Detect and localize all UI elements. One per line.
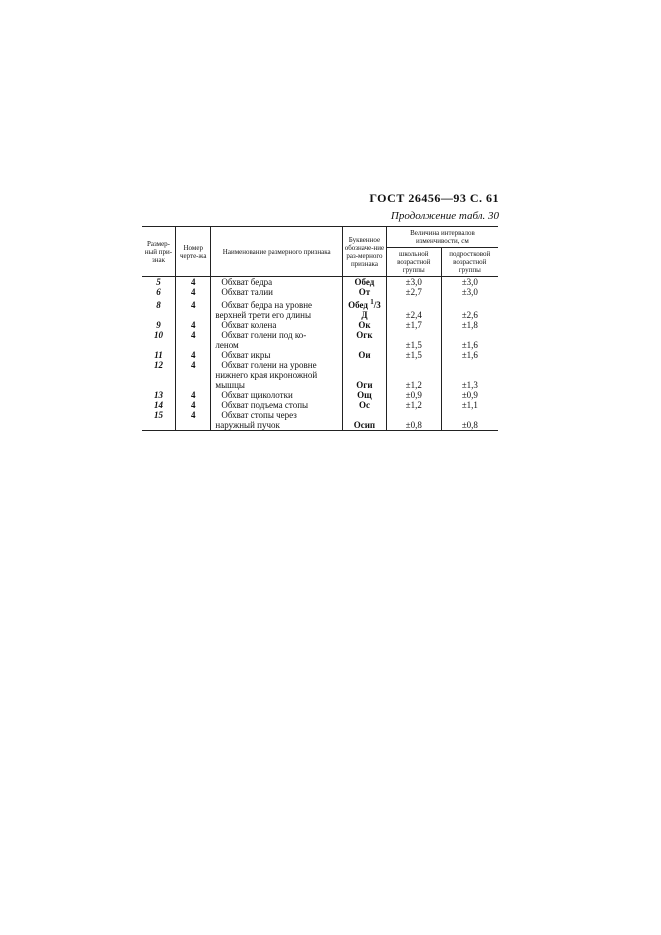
cell-name: Обхват колена: [211, 320, 343, 330]
table-row: [142, 297, 498, 310]
cell-num: 12: [142, 360, 176, 370]
cell-drawing: 4: [176, 400, 211, 410]
cell-teen: ±1,6: [441, 340, 498, 350]
cell-drawing: 4: [176, 390, 211, 400]
table-row: [142, 410, 498, 420]
cell-teen: ±3,0: [441, 287, 498, 297]
cell-num: 14: [142, 400, 176, 410]
cell-school: ±2,4: [386, 310, 441, 320]
cell-school: ±0,9: [386, 390, 441, 400]
cell-name: Обхват талии: [211, 287, 343, 297]
table-row: [142, 330, 498, 340]
cell-abbr: Ок: [343, 320, 387, 330]
col-header-num: Размер-ный при-знак: [142, 227, 176, 277]
cell-drawing: 4: [176, 360, 211, 370]
cell-abbr: [343, 297, 387, 310]
cell-num: 9: [142, 320, 176, 330]
cell-abbr: Осип: [343, 420, 387, 431]
cell-teen: ±1,3: [441, 380, 498, 390]
cell-teen: ±3,0: [441, 277, 498, 288]
cell-name: Обхват голени под ко-: [211, 330, 343, 340]
cell-abbr: Ощ: [343, 390, 387, 400]
cell-name-cont: леном: [211, 340, 343, 350]
cell-num: 8: [142, 297, 176, 310]
cell-name-cont: мышцы: [211, 380, 343, 390]
cell-school: ±1,5: [386, 350, 441, 360]
cell-abbr: Ос: [343, 400, 387, 410]
cell-drawing: 4: [176, 287, 211, 297]
cell-name: Обхват бедра на уровне: [211, 297, 343, 310]
col-header-abbr: Буквенное обозначе-ние раз-мерного признака: [343, 227, 387, 277]
table-row-cont: [142, 380, 498, 390]
cell-num: 6: [142, 287, 176, 297]
cell-abbr: Оги: [343, 380, 387, 390]
cell-num: 13: [142, 390, 176, 400]
cell-drawing: 4: [176, 297, 211, 310]
col-header-drawing: Номер черте-жа: [176, 227, 211, 277]
table-row: [142, 277, 498, 288]
cell-teen: ±0,9: [441, 390, 498, 400]
cell-drawing: 4: [176, 277, 211, 288]
table-row-cont: [142, 310, 498, 320]
cell-teen: ±1,1: [441, 400, 498, 410]
table-row: [142, 400, 498, 410]
data-table: [142, 226, 498, 431]
table-caption: Продолжение табл. 30: [390, 210, 499, 222]
cell-school: ±1,5: [386, 340, 441, 350]
cell-school: ±0,8: [386, 420, 441, 431]
cell-name-cont: верхней трети его длины: [211, 310, 343, 320]
cell-name: Обхват голени на уровне: [211, 360, 343, 370]
cell-drawing: 4: [176, 320, 211, 330]
cell-num: 11: [142, 350, 176, 360]
cell-teen: ±1,8: [441, 320, 498, 330]
cell-school: ±1,2: [386, 380, 441, 390]
cell-name: Обхват икры: [211, 350, 343, 360]
cell-abbr: Ои: [343, 350, 387, 360]
page-header: ГОСТ 26456—93 С. 61: [369, 191, 499, 205]
cell-teen: ±1,6: [441, 350, 498, 360]
cell-drawing: 4: [176, 350, 211, 360]
cell-school: ±1,2: [386, 400, 441, 410]
abbr-superscript: 1: [370, 298, 374, 306]
col-header-interval-group: Величина интервалов изменчивости, см: [386, 227, 498, 248]
cell-drawing: 4: [176, 330, 211, 340]
cell-abbr: Обед: [343, 277, 387, 288]
col-header-school: школьной возрастной группы: [386, 248, 441, 277]
table-row: [142, 390, 498, 400]
cell-num: 15: [142, 410, 176, 420]
col-header-name: Наименование размерного признака: [211, 227, 343, 277]
cell-name-cont: нижнего края икроножной: [211, 370, 343, 380]
cell-name: Обхват стопы через: [211, 410, 343, 420]
cell-name: Обхват щиколотки: [211, 390, 343, 400]
cell-abbr: От: [343, 287, 387, 297]
table-row: [142, 350, 498, 360]
cell-name-cont: наружный пучок: [211, 420, 343, 431]
cell-school: ±2,7: [386, 287, 441, 297]
cell-teen: ±0,8: [441, 420, 498, 431]
table-row: [142, 287, 498, 297]
cell-school: ±3,0: [386, 277, 441, 288]
cell-teen: ±2,6: [441, 310, 498, 320]
cell-drawing: 4: [176, 410, 211, 420]
cell-abbr: Огк: [343, 330, 387, 340]
cell-name: Обхват бедра: [211, 277, 343, 288]
cell-school: ±1,7: [386, 320, 441, 330]
col-header-teen: подростковой возрастной группы: [441, 248, 498, 277]
table-row: [142, 320, 498, 330]
cell-num: 5: [142, 277, 176, 288]
abbr-tail: /3: [373, 300, 381, 310]
abbr-base: Обед: [348, 300, 368, 310]
table-row-cont: [142, 340, 498, 350]
cell-abbr-2: Д: [343, 310, 387, 320]
table-row: [142, 360, 498, 370]
table-row-cont: [142, 370, 498, 380]
cell-name: Обхват подъема стопы: [211, 400, 343, 410]
table-row-cont: [142, 420, 498, 431]
cell-num: 10: [142, 330, 176, 340]
